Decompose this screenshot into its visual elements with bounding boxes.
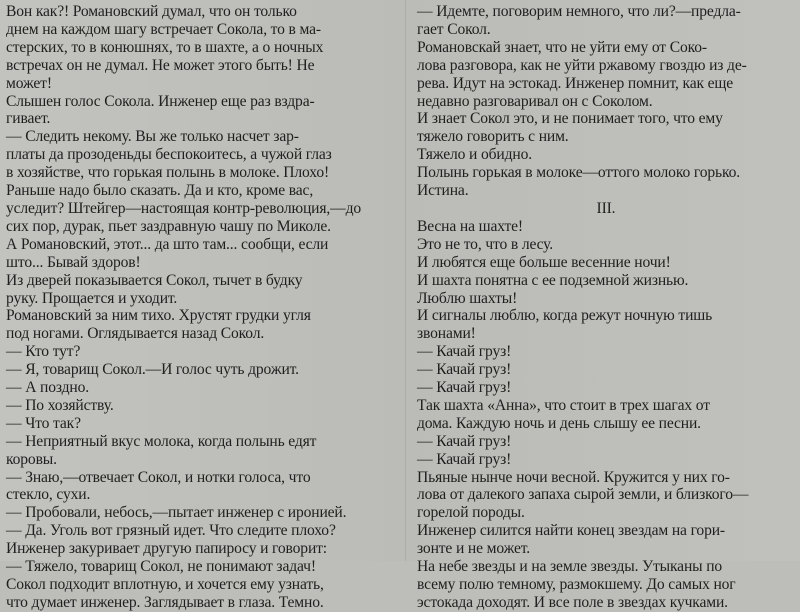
dialogue-line: — Пробовали, небось,—пытает инженер с иронией. (6, 504, 347, 522)
dialogue-line: — Тяжело, товарищ Сокол, не понимают задач! (6, 558, 316, 576)
paragraph: Романовскай знает, что не уйти ему от Соко- лова разговора, как не уйти ржавому гвоздю из де- рева. Идут на эстокад. Инженер помнит, как еще недавно разговаривал он с Соколом. (417, 38, 747, 110)
paragraph: Из дверей показывается Сокол, тычет в будку руку. Прощается и уходит. (6, 271, 303, 307)
dialogue-line: — Да. Уголь вот грязный идет. Что следите плохо? (6, 522, 336, 540)
paragraph: И знает Сокол это, и не понимает того, что ему тяжело говорить с ним. (417, 110, 723, 146)
dialogue-line: — Качай груз! (417, 432, 512, 450)
paragraph: И любятся еще больше весенние ночи! (417, 253, 671, 271)
dialogue-line: — Качай груз! (417, 450, 512, 468)
right-column (417, 3, 795, 612)
paragraph: Слышен голос Сокола. Инженер еще раз вздра- гивает. (6, 92, 315, 128)
paragraph: И шахта понятна с ее подземной жизнью. (417, 271, 689, 289)
paragraph: Тяжело и обидно. (417, 146, 532, 164)
paragraph: — Следить некому. Вы же только насчет зар- платы да прозоденьды беспокоитесь, а чужой глаз в хозяйстве, что горькая полынь в молоке. Плохо! Раньше надо было сказать. Да и кто, кроме вас, уследит? Штейгер—настоящая контр-революция,—до сих пор, дурак, пьет заздравную чашу по Миколе. А Романовский, этот... да што там... сообщи, если што... Бывай здоров! (6, 128, 362, 271)
paragraph: — Идемте, поговорим немного, что ли?—предла- гает Сокол. (417, 3, 741, 38)
dialogue-line: — Качай груз! (417, 343, 512, 361)
dialogue-line: — Качай груз! (417, 379, 512, 397)
dialogue-line: — Качай груз! (417, 361, 512, 379)
dialogue-line: — Кто тут? (6, 343, 81, 361)
dialogue-line: — Я, товарищ Сокол.—И голос чуть дрожит. (6, 361, 299, 379)
section-heading: III. (596, 199, 616, 217)
paragraph: Так шахта «Анна», что стоит в трех шагах от дома. Каждую ночь и день слышу ее песни. (417, 396, 710, 432)
paragraph: Полынь горькая в молоке—оттого молоко горько. (417, 164, 740, 182)
dialogue-line: — По хозяйству. (6, 396, 114, 414)
paragraph: Сокол подходит вплотную, и хочется ему узнать, что думает инженер. Заглядывает в глаза. Темно. (6, 576, 324, 611)
paragraph: Люблю шахты! (417, 289, 518, 307)
paragraph: И сигналы люблю, когда режут ночную тишь звонами! (417, 307, 713, 343)
paragraph: Инженер закуривает другую папиросу и говорит: (6, 540, 327, 558)
paragraph: На небе звезды и на земле звезды. Утыканы по всему полю темному, размокшему. До самых ног эстокада доходят. И все поле в звездах кучками. (417, 558, 736, 611)
dialogue-line: — Знаю,—отвечает Сокол, и нотки голоса, что стекло, сухи. (6, 468, 311, 504)
paragraph: Пьяные нынче ночи весной. Кружится у них го- лова от далекого запаха сырой земли, и близкого— горелой породы. (417, 468, 749, 522)
paragraph: Это не то, что в лесу. (417, 235, 554, 253)
column-gutter (405, 0, 406, 561)
paragraph: Вон как?! Романовский думал, что он только днем на каждом шагу встречает Сокола, то в ма- стерских, то в конюшнях, то в шахте, а о ночных встречах он не думал. Не может этого быть! Не может! (6, 3, 324, 92)
left-column (6, 3, 393, 612)
dialogue-line: — Неприятный вкус молока, когда полынь едят коровы. (6, 432, 317, 468)
dialogue-line: — А поздно. (6, 379, 89, 397)
paragraph: Весна на шахте! (417, 217, 523, 235)
paragraph: Истина. (417, 182, 469, 200)
paragraph: Инженер силится найти конец звездам на гори- зонте и не может. (417, 522, 725, 558)
paragraph: Романовский за ним тихо. Хрустят грудки угля под ногами. Оглядывается назад Сокол. (6, 307, 311, 343)
dialogue-line: — Что так? (6, 414, 81, 432)
